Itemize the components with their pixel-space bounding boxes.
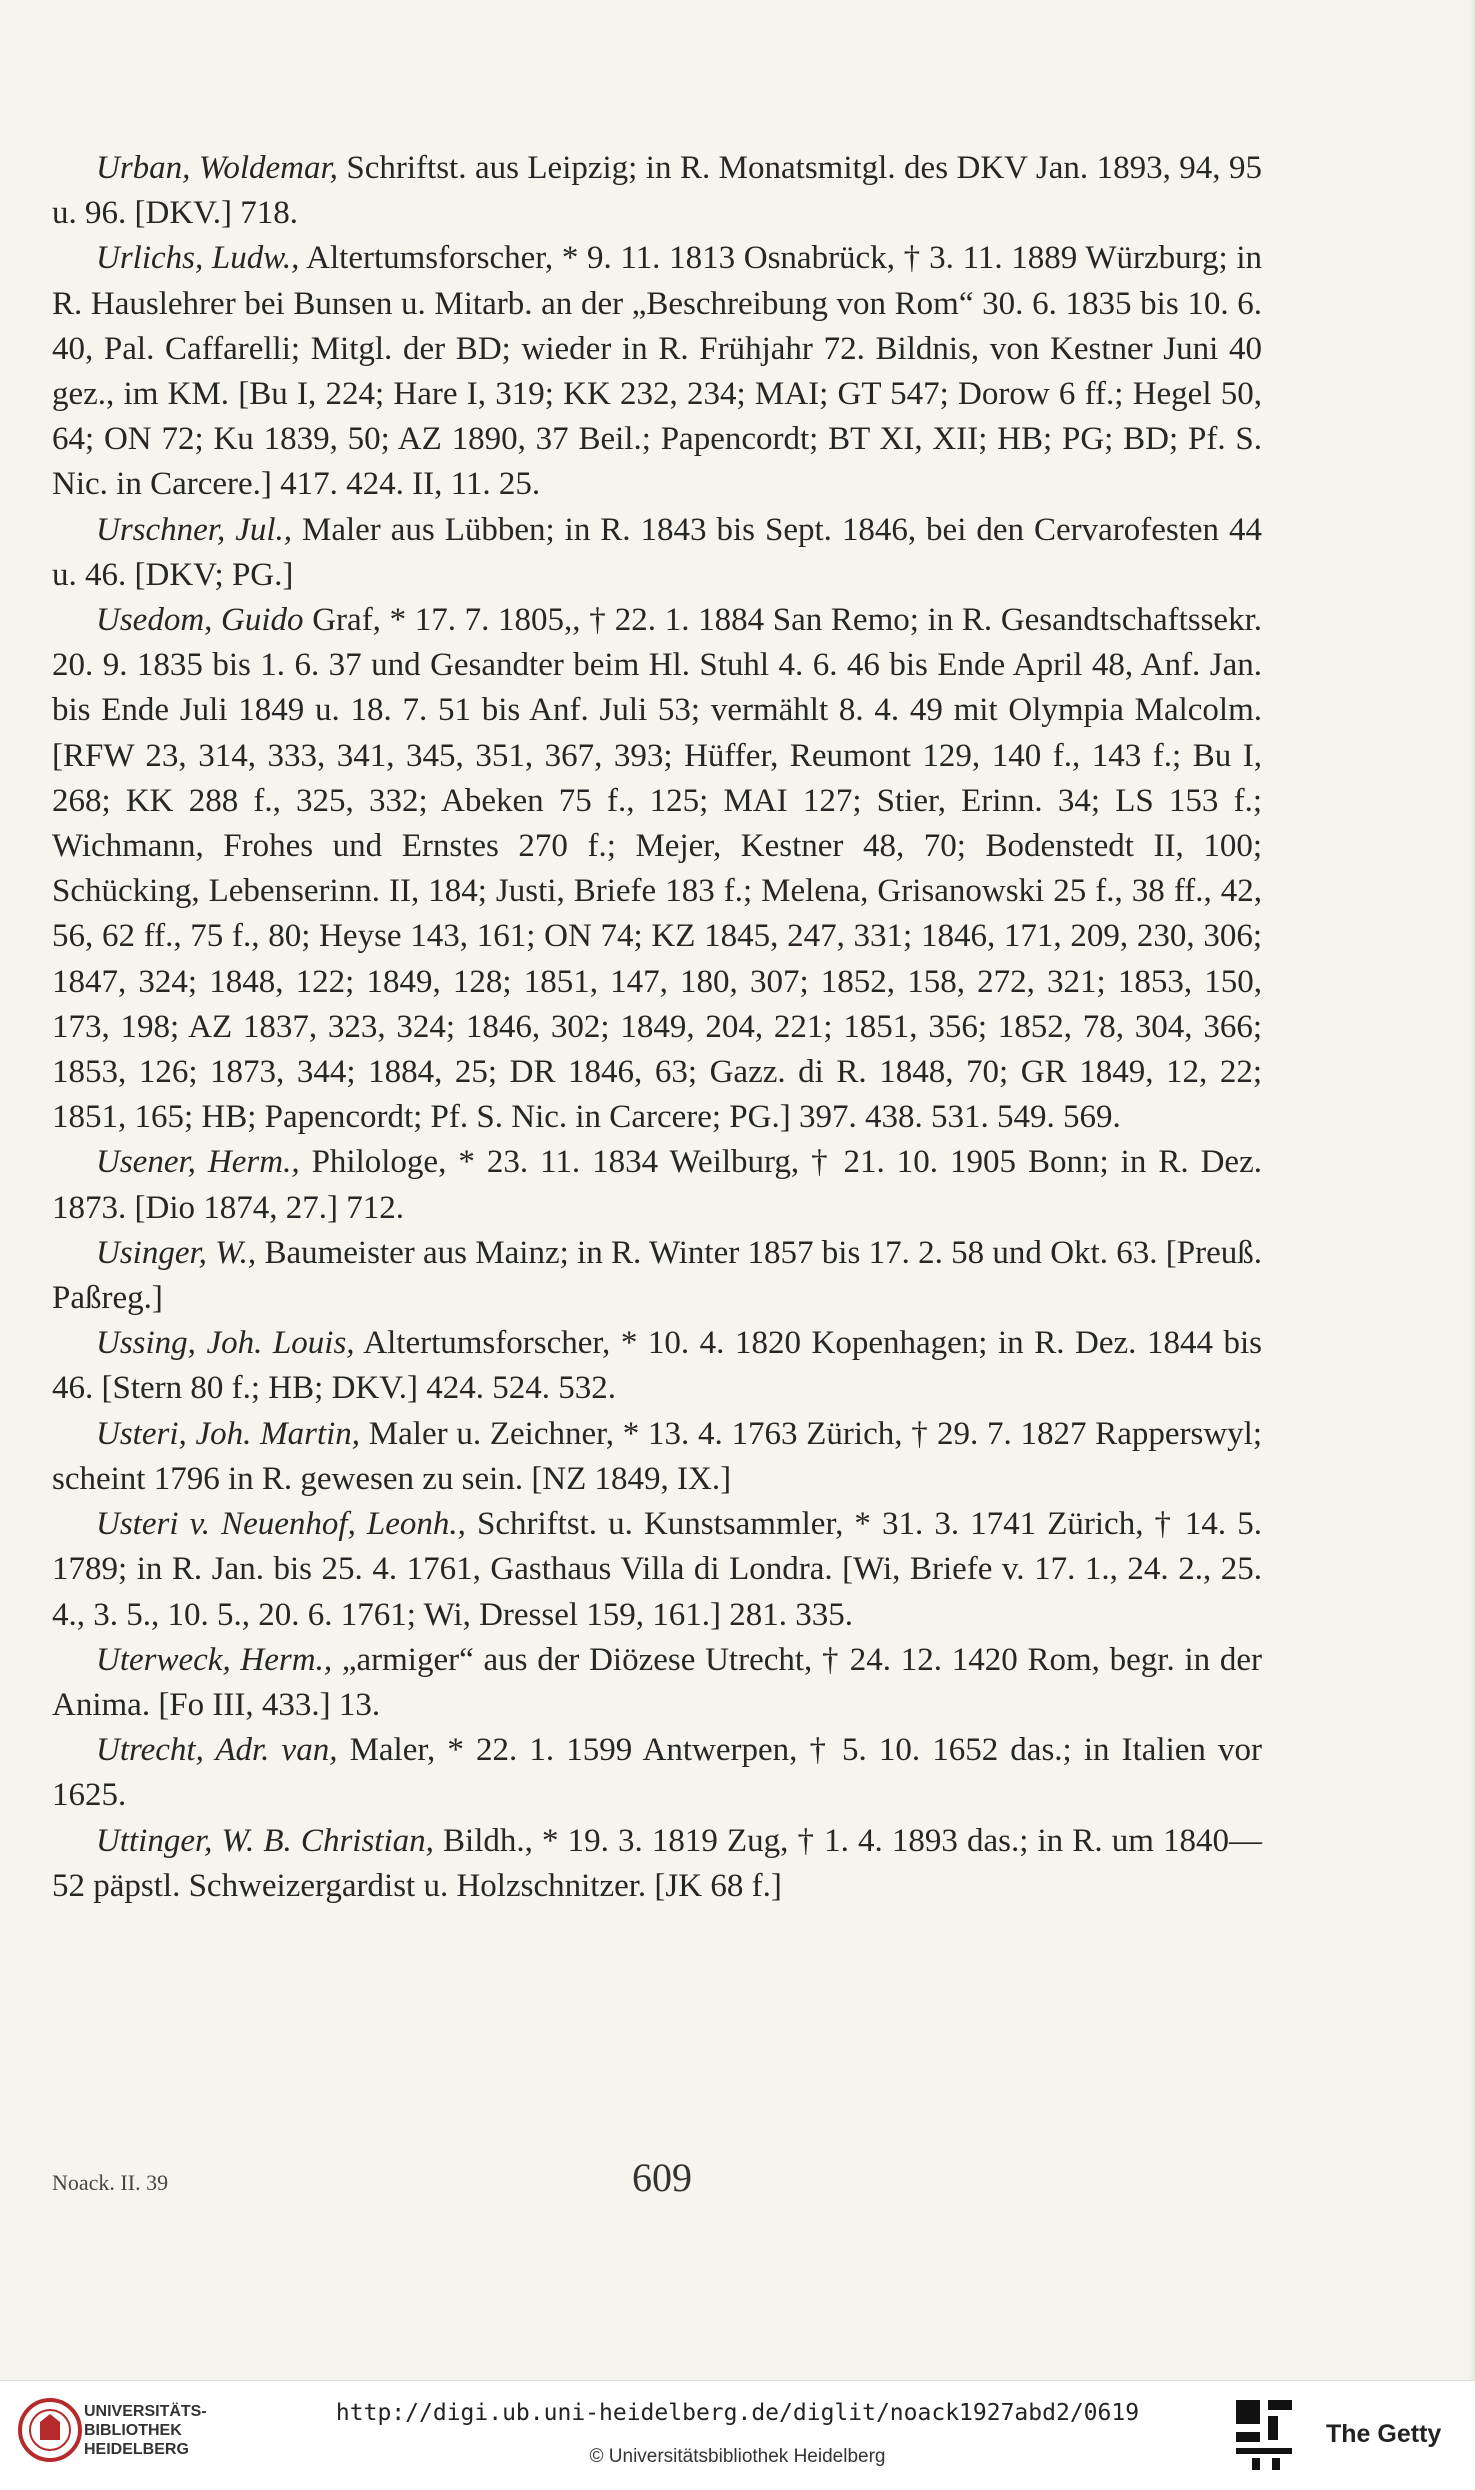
entry-usteri-neuenhof (52, 1502, 1262, 1638)
entry-text: Maler u. Zeichner, * 13. 4. 1763 Zürich, † 29. 7. 1827 Rapperswyl; scheint 1796 in R. gewesen zu sein. [NZ 1849, IX.] (52, 1415, 1262, 1497)
entry-usteri (52, 1412, 1262, 1502)
entry-uttinger (52, 1819, 1262, 1909)
permalink-url[interactable]: http://digi.ub.uni-heidelberg.de/diglit/noack1927abd2/0619 (335, 2400, 1140, 2426)
partner-name: The Getty (1326, 2420, 1442, 2448)
entry-ussing (52, 1321, 1262, 1411)
entry-text: Baumeister aus Mainz; in R. Winter 1857 bis 17. 2. 58 und Okt. 63. [Preuß. Paßreg.] (52, 1234, 1262, 1317)
entry-usinger (52, 1231, 1262, 1321)
signature-mark: Noack. II. 39 (52, 2170, 169, 2195)
page-number: 609 (632, 2155, 692, 2200)
library-name-line: UNIVERSITÄTS- (84, 2403, 207, 2420)
entry-name: Usener, Herm., (96, 1144, 300, 1181)
entry-name: Urschner, Jul., (96, 511, 293, 548)
entry-name: Uterweck, Herm., (96, 1641, 333, 1678)
entry-usener (52, 1140, 1262, 1230)
copyright-notice: © Universitätsbibliothek Heidelberg (589, 2446, 886, 2467)
entry-text: „armiger“ aus der Diözese Utrecht, † 24. 12. 1420 Rom, begr. in der Anima. [Fo III, 433.] 13. (52, 1641, 1262, 1723)
entry-name: Urlichs, Ludw., (96, 240, 300, 277)
entry-uterweck (52, 1638, 1262, 1728)
page-edge (1469, 0, 1475, 2380)
library-name-line: BIBLIOTHEK (84, 2422, 182, 2439)
entry-urlichs (52, 236, 1262, 507)
entry-text: Maler, * 22. 1. 1599 Antwerpen, † 5. 10. 1652 das.; in Italien vor 1625. (52, 1732, 1262, 1814)
entry-name: Utrecht, Adr. van, (96, 1732, 338, 1769)
entry-text: Bildh., * 19. 3. 1819 Zug, † 1. 4. 1893 das.; in R. um 1840—52 päpstl. Schweizergardist u. Holzschnitzer. [JK 68 f.] (52, 1822, 1262, 1904)
entry-utrecht (52, 1728, 1262, 1818)
entry-text: Altertumsforscher, * 10. 4. 1820 Kopenhagen; in R. Dez. 1844 bis 46. [Stern 80 f.; HB; DKV.] 424. 524. 532. (52, 1325, 1263, 1407)
entry-name: Usinger, W., (96, 1234, 257, 1271)
getty-g-icon (1232, 2394, 1296, 2474)
entry-name: Urban, Woldemar, (96, 150, 338, 186)
entry-text: Graf, * 17. 7. 1805,, † 22. 1. 1884 San Remo; in R. Gesandtschaftssekr. 20. 9. 1835 bis 1. 6. 37 und Gesandter beim Hl. Stuhl 4. 6. 46 bis Ende April 48, Anf. Jan. bis Ende Juli 1849 u. 18. 7. 51 bis Anf. Juli 53; vermählt 8. 4. 49 mit Olympia Malcolm. [RFW 23, 314, 333, 341, 345, 351, 367, 393; Hüffer, Reumont 129, 140 f., 143 f.; Bu I, 268; KK 288 f., 325, 332; Abeken 75 f., 125; MAI 127; Stier, Erinn. 34; LS 153 f.; Wichmann, Frohes und Ernstes 270 f.; Mejer, Kestner 48, 70; Bodenstedt II, 100; Schücking, Lebenserinn. II, 184; Justi, Briefe 183 f.; Melena, Grisanowski 25 f., 38 ff., 42, 56, 62 ff., 75 f., 80; Heyse 143, 161; ON 74; KZ 1845, 247, 331; 1846, 171, 209, 230, 306; 1847, 324; 1848, 122; 1849, 128; 1851, 147, 180, 307; 1852, 158, 272, 321; 1853, 150, 173, 198; AZ 1837, 323, 324; 1846, 302; 1849, 204, 221; 1851, 356; 1852, 78, 304, 366; 1853, 126; 1873, 344; 1884, 25; DR 1846, 63; Gazz. di R. 1848, 70; GR 1849, 12, 22; 1851, 165; HB; Papencordt; Pf. S. Nic. in Carcere; PG.] 397. 438. 531. 549. 569. (52, 602, 1262, 1136)
entry-name: Usteri v. Neuenhof, Leonh., (96, 1506, 466, 1543)
entry-name: Uttinger, W. B. Christian, (96, 1822, 434, 1859)
library-name-line: HEIDELBERG (84, 2441, 189, 2458)
entry-name: Usteri, Joh. Martin, (96, 1415, 361, 1452)
entry-urban (52, 146, 1262, 236)
entry-usedom (52, 598, 1262, 1140)
entry-text: Maler aus Lübben; in R. 1843 bis Sept. 1846, bei den Cervarofesten 44 u. 46. [DKV; PG.] (52, 511, 1263, 593)
entry-text: Schriftst. aus Leipzig; in R. Monatsmitgl. des DKV Jan. 1893, 94, 95 u. 96. [DKV.] 718. (52, 150, 1262, 232)
entry-name: Ussing, Joh. Louis, (96, 1325, 355, 1362)
entry-name: Usedom, Guido (96, 602, 304, 639)
register-text (52, 146, 1262, 1909)
entry-urschner (52, 508, 1262, 598)
entry-text: Philologe, * 23. 11. 1834 Weilburg, † 21. 10. 1905 Bonn; in R. Dez. 1873. [Dio 1874, 27.] 712. (52, 1144, 1262, 1226)
entry-text: Altertumsforscher, * 9. 11. 1813 Osnabrück, † 3. 11. 1889 Würzburg; in R. Hauslehrer bei Bunsen u. Mitarb. an der „Beschreibung von Rom“ 30. 6. 1835 bis 10. 6. 40, Pal. Caffarelli; Mitgl. der BD; wieder in R. Frühjahr 72. Bildnis, von Kestner Juni 40 gez., im KM. [Bu I, 224; Hare I, 319; KK 232, 234; MAI; GT 547; Dorow 6 ff.; Hegel 50, 64; ON 72; Ku 1839, 50; AZ 1890, 37 Beil.; Papencordt; BT XI, XII; HB; PG; BD; Pf. S. Nic. in Carcere.] 417. 424. II, 11. 25. (52, 240, 1262, 503)
entry-text: Schriftst. u. Kunstsammler, * 31. 3. 1741 Zürich, † 14. 5. 1789; in R. Jan. bis 25. 4. 1761, Gasthaus Villa di Londra. [Wi, Briefe v. 17. 1., 24. 2., 25. 4., 3. 5., 10. 5., 20. 6. 1761; Wi, Dressel 159, 161.] 281. 335. (52, 1506, 1262, 1633)
